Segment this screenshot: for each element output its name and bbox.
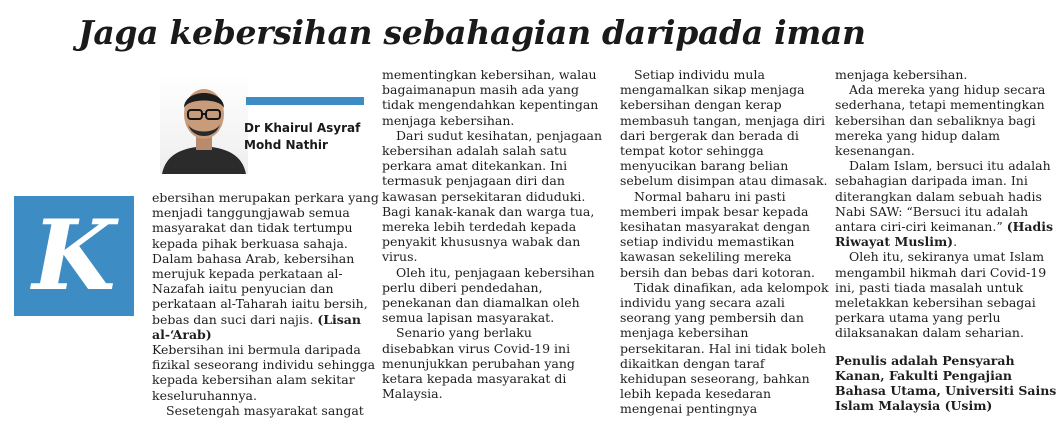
paragraph: menjaga kebersihan. [835, 67, 968, 82]
dropcap-letter: K [32, 199, 116, 312]
paragraph: Senario yang berlaku disebabkan virus Covid-19 ini menunjukkan perubahan yang ketara kepada masyarakat di Malaysia. [382, 325, 575, 402]
article-column-1 [152, 190, 388, 418]
paragraph: Oleh itu, sekiranya umat Islam mengambil hikmah dari Covid-19 ini, pasti tiada masalah untuk meletakkan kebersihan sebagai perkara utama yang perlu dilaksanakan dalam seharian. [835, 249, 1047, 341]
paragraph: Dari sudut kesihatan, penjagaan kebersihan adalah salah satu perkara amat ditekankan. Ini termasuk penjagaan diri dan kawasan persekitaran diduduki. Bagi kanak-kanak dan warga tua, mereka lebih terdedah kepada penyakit khususnya wabak dan virus. [382, 127, 603, 265]
paragraph: Oleh itu, penjagaan kebersihan perlu diberi pendedahan, penekanan dan diamalkan oleh semua lapisan masyarakat. [382, 264, 595, 326]
source-citation: (Lisan al-‘Arab) [152, 311, 361, 342]
paragraph: Kebersihan ini bermula daripada fizikal seseorang individu sehingga kepada kebersihan alam sekitar keseluruhannya. [152, 342, 376, 403]
author-name-line1: Dr Khairul Asyraf [244, 121, 361, 135]
paragraph: Setiap individu mula mengamalkan sikap menjaga kebersihan dengan kerap membasuh tangan, menjaga diri dari bergerak dan berada di tempat kotor sehingga menyucikan barang belian sebelum disimpan atau dimasak. [620, 67, 828, 189]
paragraph: Ada mereka yang hidup secara sederhana, tetapi mementingkan kebersihan dan sebaliknya bagi mereka yang hidup dalam kesenangan. [835, 82, 1046, 159]
author-note [835, 353, 1057, 414]
paragraph: Normal baharu ini pasti memberi impak besar kepada kesihatan masyarakat dengan setiap individu memastikan kawasan sekeliling mereka bersih dan bebas dari kotoran. [620, 188, 816, 280]
article-headline: Jaga kebersihan sebahagian daripada iman [78, 13, 866, 52]
article-column-4 [835, 67, 1057, 413]
paragraph-end: . [953, 234, 958, 250]
author-photo [160, 74, 248, 174]
paragraph [152, 190, 388, 342]
author-byline [244, 120, 374, 154]
byline-accent-bar [246, 97, 364, 105]
source-citation: (Hadis Riwayat Muslim) [835, 219, 1054, 250]
paragraph-text: Dalam Islam, bersuci itu adalah sebahagian daripada iman. Ini diterangkan dalam sebuah hadis Nabi SAW: “Bersuci itu adalah antara ciri-ciri keimanan.” [835, 158, 1051, 235]
article-column-3 [620, 67, 830, 417]
paragraph: mementingkan kebersihan, walau bagaimanapun masih ada yang tidak mengendahkan kepentingan menjaga kebersihan. [382, 67, 599, 128]
author-note-text: Penulis adalah Pensyarah Kanan, Fakulti Pengajian Bahasa Utama, Universiti Sains Islam Malaysia (Usim) [835, 352, 1057, 414]
paragraph-text: ebersihan merupakan perkara yang menjadi tanggungjawab semua masyarakat dan tidak tertumpu kepada pihak berkuasa sahaja. Dalam bahasa Arab, kebersihan merujuk kepada perkataan al-Nazafah iaitu penyucian dan perkataan al-Taharah iaitu bersih, bebas dan suci dari najis. [152, 190, 379, 327]
dropcap [14, 196, 134, 316]
author-name-line2: Mohd Nathir [244, 138, 328, 152]
paragraph: Sesetengah masyarakat sangat [166, 402, 364, 418]
paragraph [835, 158, 1057, 249]
article-column-2 [382, 67, 604, 401]
paragraph: Tidak dinafikan, ada kelompok individu yang secara azali seorang yang pembersih dan menjaga kebersihan persekitaran. Hal ini tidak boleh dikaitkan dengan taraf kehidupan seseorang, bahkan lebih kepada kesedaran mengenai pentingnya [620, 279, 829, 417]
